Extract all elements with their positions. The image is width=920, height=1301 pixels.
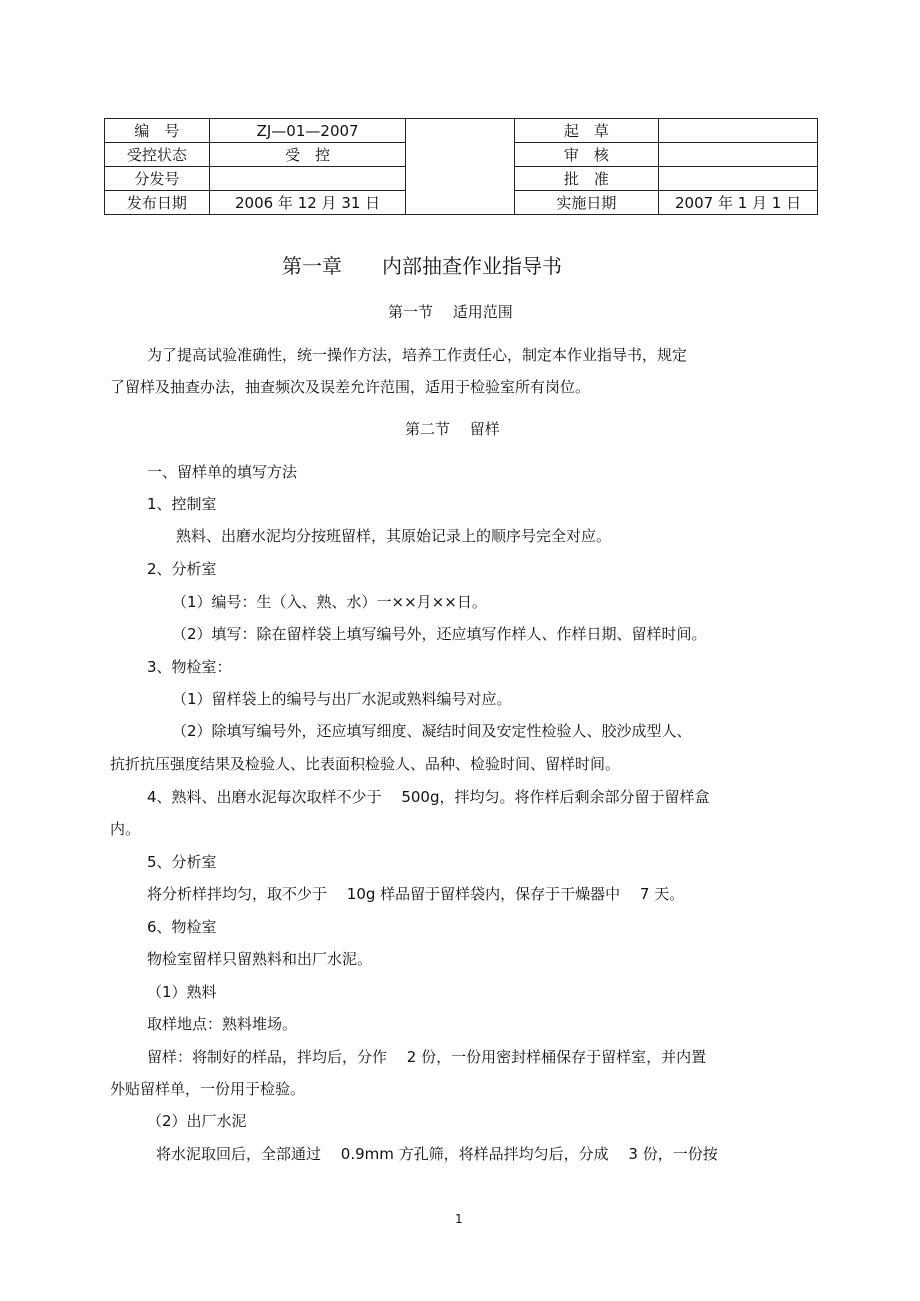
body-line: 取样地点：熟料堆场。 — [147, 1015, 298, 1033]
paragraph-line: 为了提高试验准确性，统一操作方法，培养工作责任心，制定本作业指导书，规定 — [147, 346, 688, 364]
body-line: 6、物检室 — [147, 918, 217, 936]
label-cell: 起 草 — [514, 119, 658, 143]
body-line: 熟料、出磨水泥均分按班留样，其原始记录上的顺序号完全对应。 — [176, 527, 612, 545]
body-line: （1）留样袋上的编号与出厂水泥或熟料编号对应。 — [172, 690, 512, 708]
label-cell: 受控状态 — [105, 143, 210, 167]
body-line: 外贴留样单，一份用于检验。 — [110, 1080, 306, 1098]
body-line: 内。 — [110, 820, 141, 838]
label-cell: 分发号 — [105, 167, 210, 191]
body-line: 5、分析室 — [147, 853, 217, 871]
body-line: （2）填写：除在留样袋上填写编号外，还应填写作样人、作样日期、留样时间。 — [172, 625, 707, 643]
blank-cell — [406, 119, 514, 215]
section-title: 第二节 留样 — [405, 420, 500, 438]
value-cell — [659, 143, 818, 167]
body-line: 2、分析室 — [147, 560, 217, 578]
body-line: 抗折抗压强度结果及检验人、比表面积检验人、品种、检验时间、留样时间。 — [110, 755, 621, 773]
value-cell — [659, 167, 818, 191]
document-control-table — [104, 118, 818, 215]
label-cell: 批 准 — [514, 167, 658, 191]
body-line: 1、控制室 — [147, 495, 217, 513]
body-line: 物检室留样只留熟料和出厂水泥。 — [147, 950, 373, 968]
body-line: （2）除填写编号外，还应填写细度、凝结时间及安定性检验人、胶沙成型人、 — [172, 722, 692, 740]
body-line: 将分析样拌均匀，取不少于 10g 样品留于留样袋内，保存于干燥器中 7 天。 — [147, 885, 685, 903]
value-cell: ZJ—01—2007 — [209, 119, 406, 143]
table-row — [105, 119, 818, 143]
chapter-title: 第一章 内部抽查作业指导书 — [282, 254, 562, 278]
value-cell: 2006 年 12 月 31 日 — [209, 191, 406, 215]
value-cell: 受 控 — [209, 143, 406, 167]
body-line: 一、留样单的填写方法 — [147, 463, 298, 481]
label-cell: 审 核 — [514, 143, 658, 167]
body-line: （1）编号：生（入、熟、水）一××月××日。 — [172, 593, 487, 611]
section-title: 第一节 适用范围 — [388, 303, 513, 321]
value-cell — [209, 167, 406, 191]
label-cell: 编 号 — [105, 119, 210, 143]
body-line: 4、熟料、出磨水泥每次取样不少于 500g，拌均匀。将作样后剩余部分留于留样盒 — [147, 788, 710, 806]
body-line: （1）熟料 — [147, 983, 217, 1001]
body-line: 将水泥取回后，全部通过 0.9mm 方孔筛，将样品拌均匀后，分成 3 份，一份按 — [156, 1145, 718, 1163]
body-line: 3、物检室： — [147, 658, 232, 676]
body-line: （2）出厂水泥 — [147, 1112, 247, 1130]
value-cell: 2007 年 1 月 1 日 — [659, 191, 818, 215]
value-cell — [659, 119, 818, 143]
page-number: 1 — [455, 1212, 463, 1226]
body-line: 留样：将制好的样品，拌均后，分作 2 份，一份用密封样桶保存于留样室，并内置 — [147, 1048, 707, 1066]
label-cell: 发布日期 — [105, 191, 210, 215]
label-cell: 实施日期 — [514, 191, 658, 215]
paragraph-line: 了留样及抽查办法，抽查频次及误差允许范围，适用于检验室所有岗位。 — [110, 378, 591, 396]
